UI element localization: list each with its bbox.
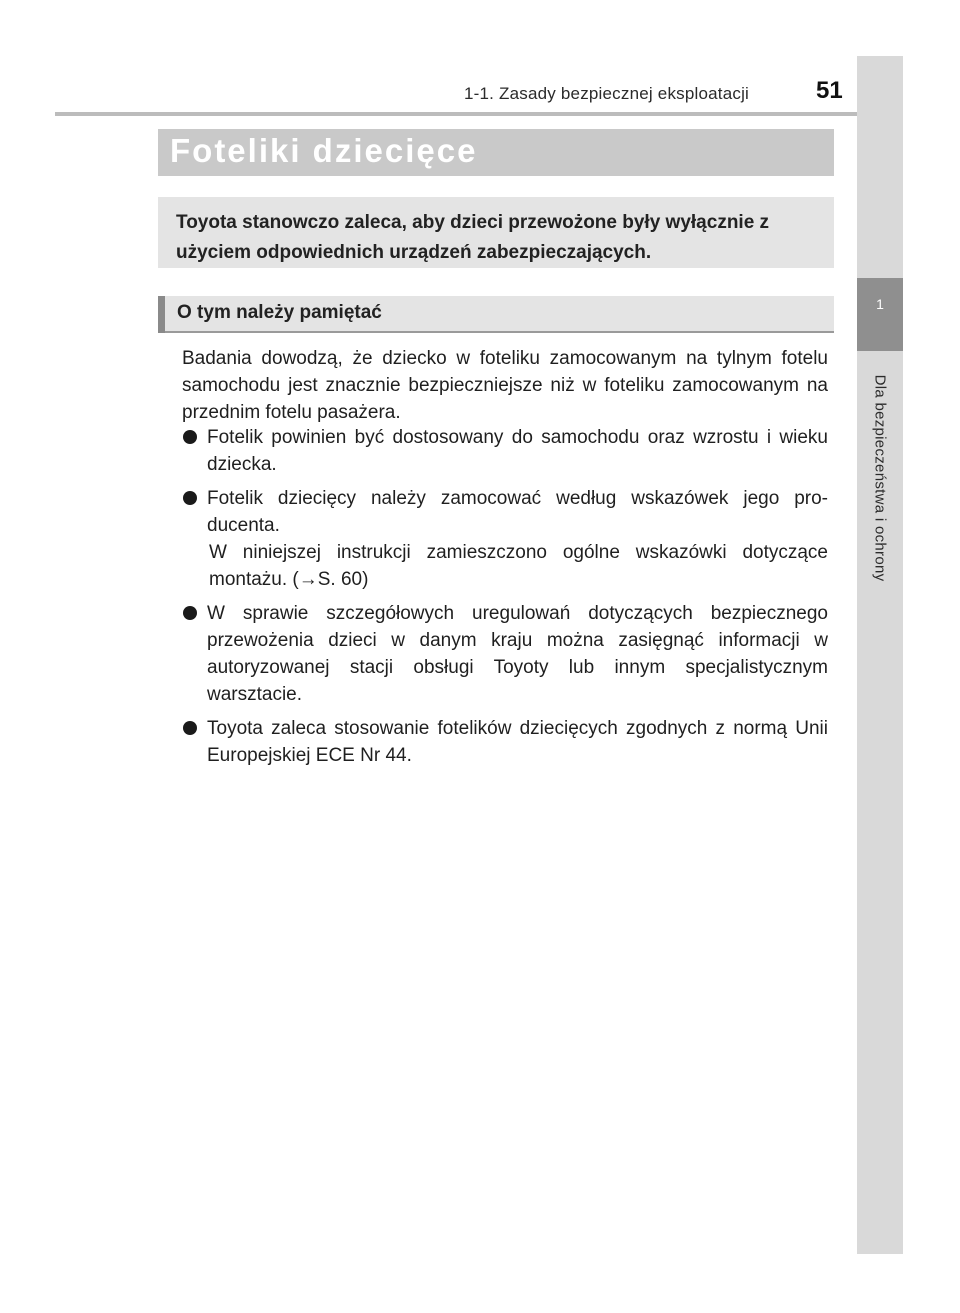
bullet-note: W niniejszej instrukcji zamieszczono ogólne wskazówki dotyczące montażu. (→S. 60) bbox=[209, 542, 828, 590]
bullet-text: W sprawie szczegółowych uregulowań dotyczących bezpiecznego przewożenia dzieci w danym kraju można zasięgnąć informacji w autoryzowanej stacji obsługi Toyoty lub innym specjalistycznym warsztacie. bbox=[207, 603, 828, 705]
chapter-number: 1 bbox=[876, 296, 884, 312]
bullet-icon bbox=[183, 721, 197, 735]
bullet-list bbox=[182, 424, 828, 776]
chapter-side-tab bbox=[857, 56, 903, 1254]
bullet-icon bbox=[183, 491, 197, 505]
bullet-text: Toyota zaleca stosowanie fotelików dziecięcych zgodnych z normą Unii Europejskiej ECE Nr 44. bbox=[207, 718, 828, 766]
header-divider bbox=[55, 112, 903, 116]
list-item bbox=[182, 600, 828, 708]
section-heading: O tym należy pamiętać bbox=[177, 302, 382, 323]
bullet-text: Fotelik dziecięcy należy zamocować według wskazówek jego pro-ducenta. bbox=[207, 488, 828, 536]
header-section-title: 1-1. Zasady bezpiecznej eksploatacji bbox=[464, 84, 750, 103]
page-title: Foteliki dziecięce bbox=[170, 132, 478, 169]
section-heading-accent bbox=[158, 296, 165, 333]
bullet-icon bbox=[183, 430, 197, 444]
bullet-text: Fotelik powinien być dostosowany do samochodu oraz wzrostu i wieku dziecka. bbox=[207, 427, 828, 475]
chapter-tab-marker bbox=[857, 278, 903, 351]
intro-text: Toyota stanowczo zaleca, aby dzieci przewożone były wyłącznie z użyciem odpowiednich urządzeń zabezpieczających. bbox=[176, 212, 770, 263]
list-item bbox=[182, 424, 828, 478]
chapter-title: Dla bezpieczeństwa i ochrony bbox=[871, 374, 889, 582]
body-paragraph: Badania dowodzą, że dziecko w foteliku zamocowanym na tylnym fotelu samochodu jest znacznie bezpieczniejsze niż w foteliku zamocowanym na przednim fotelu pasażera. bbox=[182, 348, 828, 423]
page-number: 51 bbox=[816, 77, 843, 104]
list-item bbox=[182, 485, 828, 593]
list-item bbox=[182, 715, 828, 769]
bullet-icon bbox=[183, 606, 197, 620]
